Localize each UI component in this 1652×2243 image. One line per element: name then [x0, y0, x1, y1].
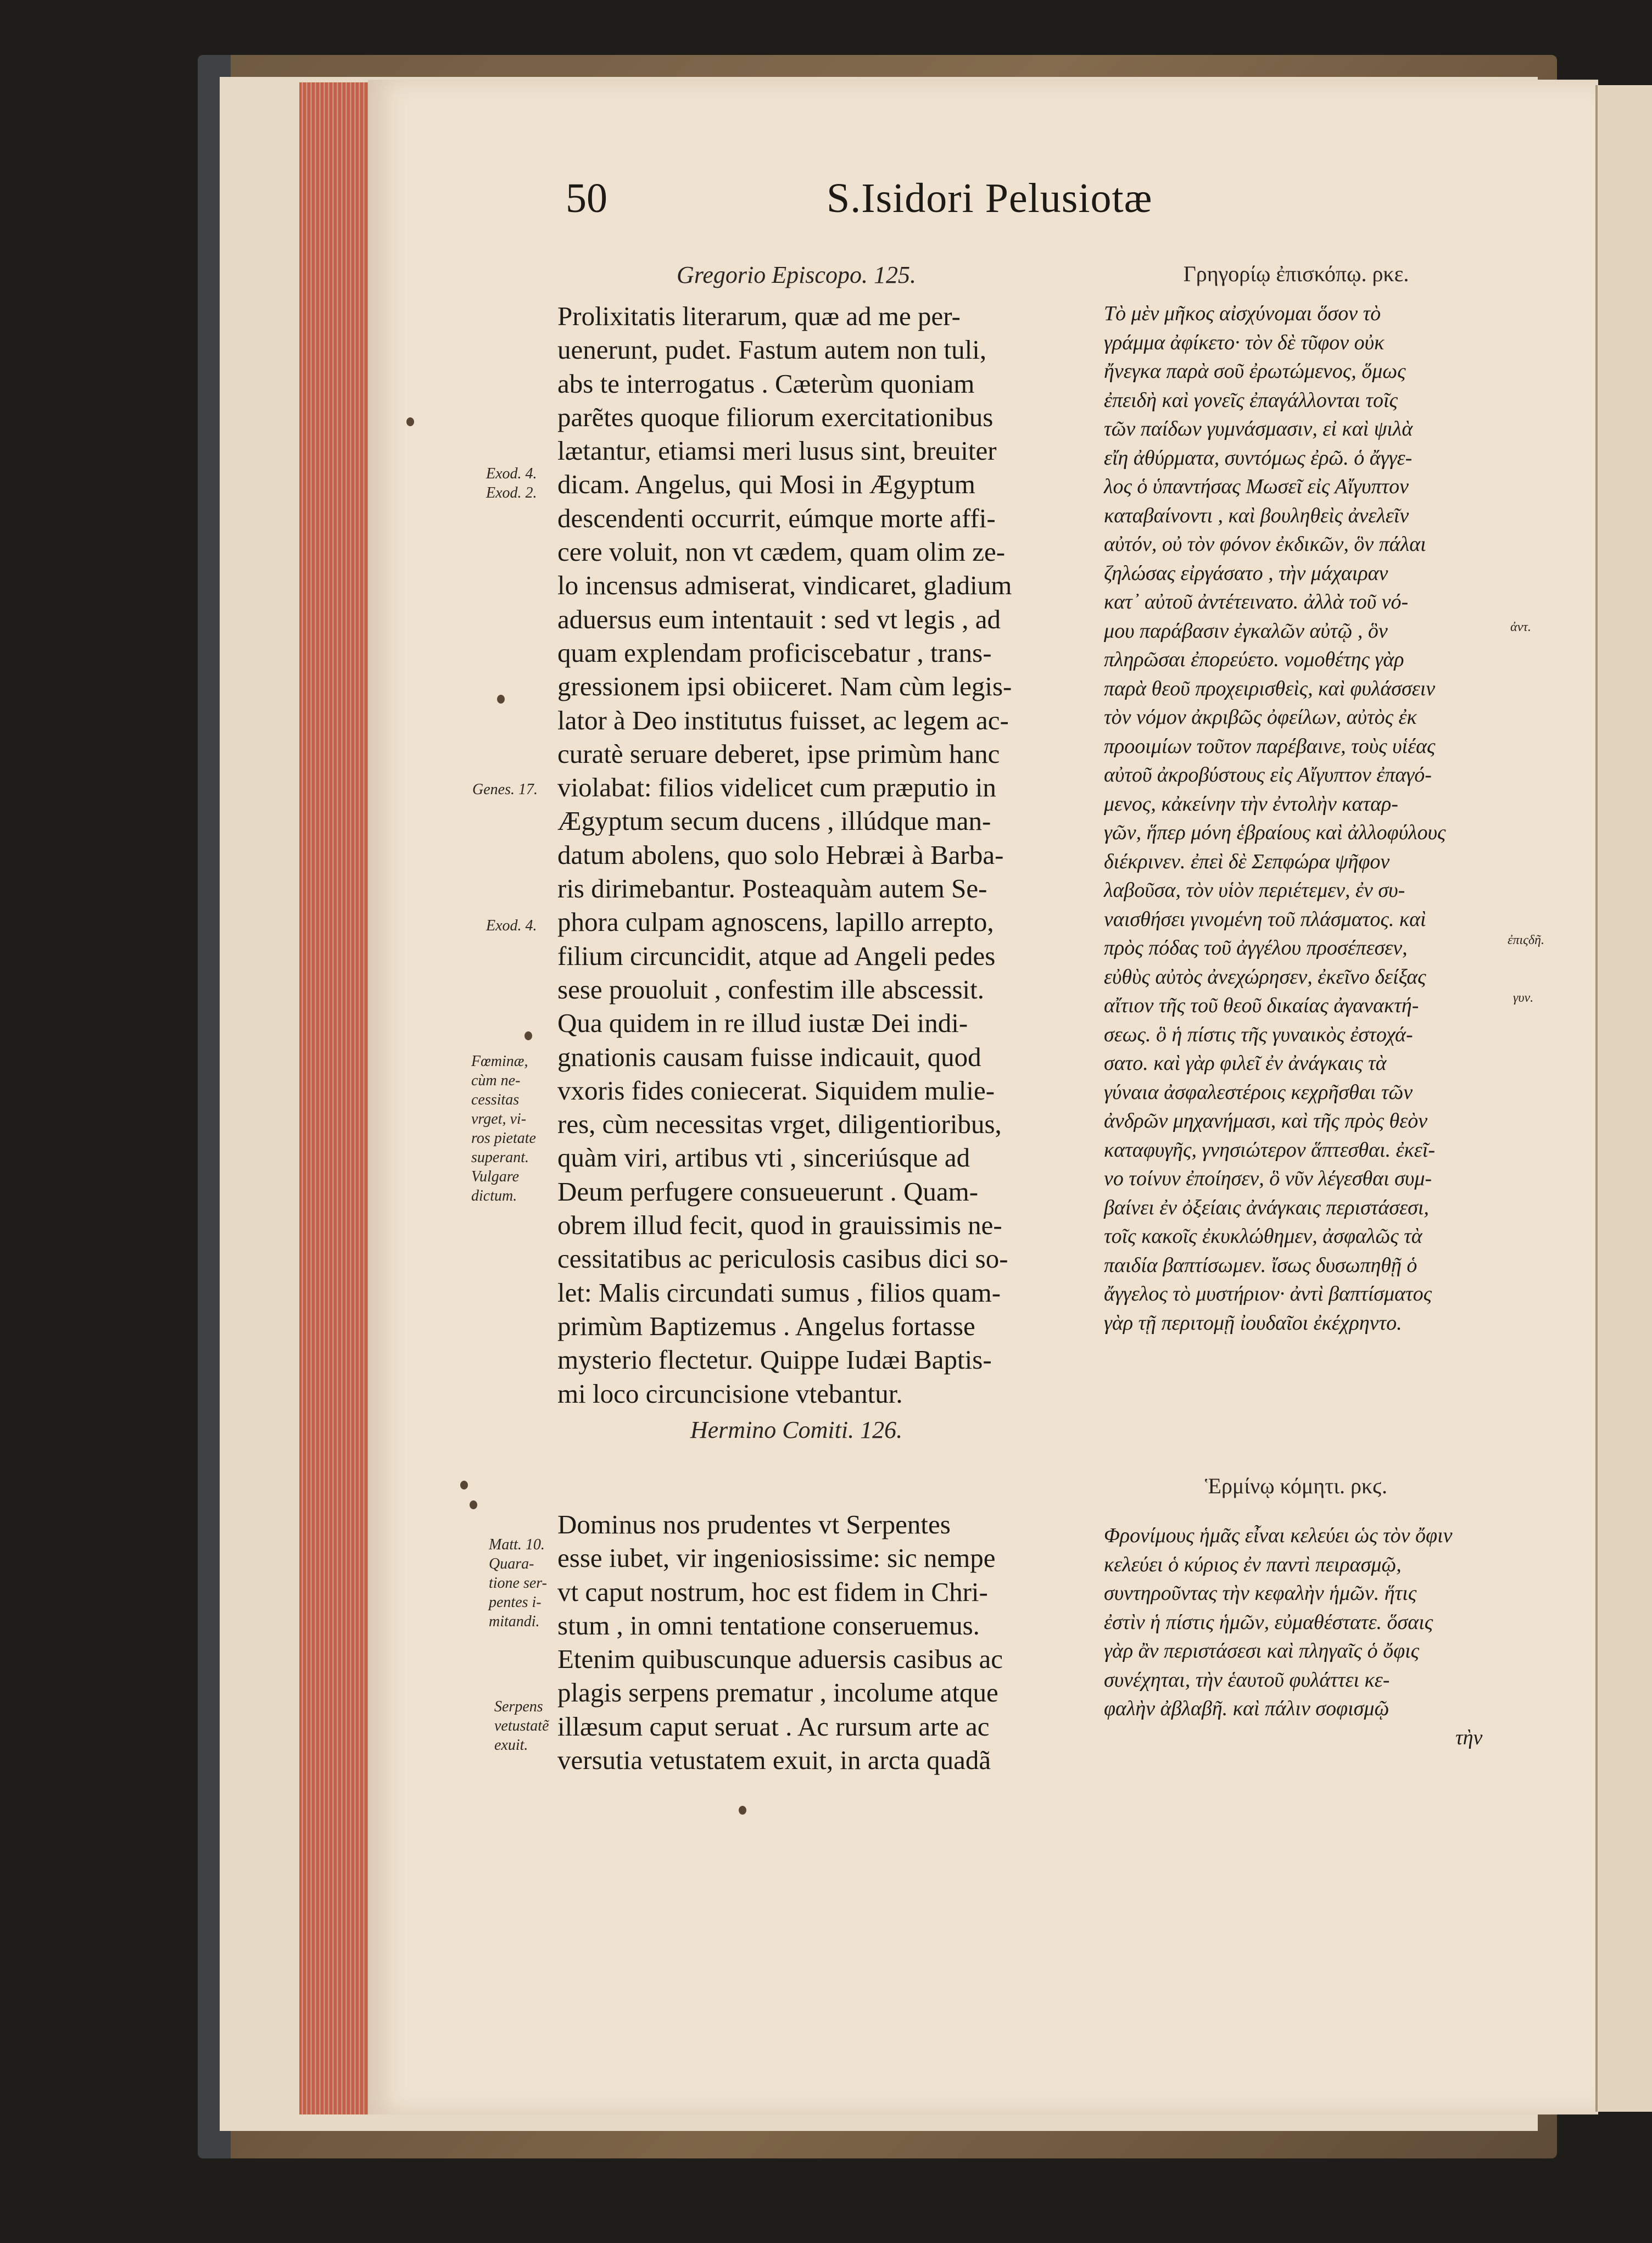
margin-note-line: cùm ne- — [471, 1072, 521, 1089]
text-line: let: Malis circundati sumus , filios quam- — [557, 1277, 1001, 1308]
text-line: gressionem ipsi obiiceret. Nam cùm legis- — [557, 671, 1012, 702]
page-number: 50 — [566, 175, 607, 221]
text-line: συντηροῦντας τὴν κεφαλὴν ἡμῶν. ἥτις — [1104, 1582, 1417, 1605]
margin-note-line: vrget, vi- — [471, 1111, 527, 1128]
text-line: αὐτόν, οὐ τὸν φόνον ἐκδικῶν, ὃν πάλαι — [1104, 533, 1426, 556]
margin-note-greek-3: γυν. — [1513, 991, 1534, 1005]
text-line: πρὸς πόδας τοῦ ἀγγέλου προσέπεσεν, — [1104, 936, 1408, 959]
margin-note-line: Vulgare — [471, 1168, 520, 1185]
text-line: γὰρ τῇ περιτομῇ ἰουδαῖοι ἐκέχρηντο. — [1104, 1311, 1402, 1335]
paper-hole — [406, 417, 414, 426]
text-line: καταφυγῆς, γνησιώτερον ἅπτεσθαι. ἐκεῖ- — [1104, 1138, 1435, 1162]
text-line: ἤνεγκα παρὰ σοῦ ἐρωτώμενος, ὅμως — [1104, 360, 1406, 383]
text-line: τὸν νόμον ἀκριβῶς ὀφείλων, αὐτὸς ἐκ — [1104, 706, 1417, 729]
text-line: μου παράβασιν ἐγκαλῶν αὐτῷ , ὃν — [1104, 619, 1388, 643]
text-line: lator à Deo institutus fuisset, ac legem ac- — [557, 705, 1009, 735]
text-line: ἐστὶν ἡ πίστις ἡμῶν, εὐμαθέστατε. ὅσαις — [1104, 1610, 1433, 1634]
facing-page-edge — [1595, 85, 1652, 2112]
text-line: parẽtes quoque filiorum exercitationibus — [557, 401, 994, 432]
latin-heading-125: Gregorio Episcopo. 125. — [677, 261, 916, 288]
margin-note-exod-4: Exod. 4. — [486, 465, 537, 482]
text-line: res, cùm necessitas vrget, diligentioribus, — [557, 1109, 1002, 1140]
margin-note-line: pentes i- — [489, 1594, 542, 1611]
text-line: lo incensus admiserat, vindicaret, gladium — [557, 570, 1012, 601]
text-line: vt caput nostrum, hoc est fidem in Chri- — [557, 1576, 988, 1607]
paper-hole — [497, 695, 505, 704]
text-line: illæsum caput seruat . Ac rursum arte ac — [557, 1711, 990, 1742]
margin-note-exod-4b: Exod. 4. — [486, 917, 537, 934]
running-head — [549, 175, 1406, 230]
text-line: mysterio flectetur. Quippe Iudæi Baptis- — [557, 1344, 992, 1375]
text-line: γράμμα ἀφίκετο· τὸν δὲ τῦφον οὐκ — [1104, 331, 1385, 354]
text-line: εὐθὺς αὐτὸς ἀνεχώρησεν, ἐκεῖνο δείξας — [1104, 965, 1426, 989]
paper-hole — [739, 1806, 746, 1815]
text-line: προοιμίων τοῦτον παρέβαινε, τοὺς υἱέας — [1104, 734, 1436, 758]
greek-column-126 — [1104, 1521, 1521, 1752]
text-line: Dominus nos prudentes vt Serpentes — [557, 1509, 951, 1539]
text-line: esse iubet, vir ingeniosissime: sic nempe — [557, 1543, 996, 1574]
margin-note-line: Quara- — [489, 1555, 534, 1572]
margin-note-line: Fœminæ, — [471, 1053, 528, 1070]
margin-note-line: mitandi. — [489, 1613, 540, 1630]
margin-note-serpens — [494, 1697, 549, 1755]
margin-note-line: vetustatẽ — [494, 1717, 549, 1734]
text-line: πληρῶσαι ἐπορεύετο. νομοθέτης γὰρ — [1104, 648, 1404, 671]
text-line: τῶν παίδων γυμνάσμασιν, εἰ καὶ ψιλὰ — [1104, 417, 1413, 440]
text-line: mi loco circuncisione vtebantur. — [557, 1378, 903, 1409]
greek-heading-126: Ἑρμίνῳ κόμητι. ρκϛ. — [1205, 1474, 1387, 1498]
text-line: stum , in omni tentatione conseruemus. — [557, 1610, 980, 1641]
margin-note-line: superant. — [471, 1149, 529, 1166]
text-line: ἀνδρῶν μηχανήμασι, καὶ τῆς πρὸς θεὸν — [1104, 1109, 1428, 1132]
paper-hole — [524, 1031, 532, 1040]
text-line: dicam. Angelus, qui Mosi in Ægyptum — [557, 469, 975, 500]
text-line: εἴη ἀθύρματα, συντόμως ἐρῶ. ὁ ἄγγε- — [1104, 446, 1413, 470]
text-line: aduersus eum intentauit : sed vt legis , ad — [557, 604, 1001, 634]
text-line: versutia vetustatem exuit, in arcta quadã — [557, 1745, 991, 1776]
text-line: κελεύει ὁ κύριος ἐν παντὶ πειρασμῷ, — [1104, 1553, 1402, 1576]
paper-hole — [460, 1481, 468, 1489]
latin-heading-126: Hermino Comiti. 126. — [690, 1416, 903, 1443]
text-line: λαβοῦσα, τὸν υἱὸν περιέτεμεν, ἐν συ- — [1104, 879, 1405, 902]
text-line: Ægyptum secum ducens , illúdque man- — [557, 806, 991, 836]
text-line: cere voluit, non vt cædem, quam olim ze- — [557, 537, 1006, 567]
red-page-edges — [299, 82, 376, 2114]
text-line: uenerunt, pudet. Fastum autem non tuli, — [557, 334, 987, 365]
text-line: καταβαίνοντι , καὶ βουληθεὶς ἀνελεῖν — [1104, 504, 1409, 527]
text-line: cessitatibus ac periculosis casibus dici so- — [557, 1243, 1008, 1274]
margin-note-foeminae — [471, 1052, 536, 1206]
text-line: παρὰ θεοῦ προχειρισθεὶς, καὶ φυλάσσειν — [1104, 677, 1436, 700]
margin-note-genes-17: Genes. 17. — [472, 781, 538, 798]
text-line: Τὸ μὲν μῆκος αἰσχύνομαι ὅσον τὸ — [1104, 302, 1381, 325]
text-line: vxoris fides coniecerat. Siquidem mulie- — [557, 1075, 995, 1106]
text-line: αὐτοῦ ἀκροβύστους εἰς Αἴγυπτον ἐπαγό- — [1104, 763, 1432, 786]
text-line: γῶν, ἥπερ μόνη ἑβραίους καὶ ἀλλοφύλους — [1104, 821, 1446, 844]
text-line: phora culpam agnoscens, lapillo arrepto, — [557, 907, 994, 938]
text-line: σατο. καὶ γὰρ φιλεῖ ἐν ἀνάγκαις τὰ — [1104, 1052, 1387, 1075]
text-line: gnationis causam fuisse indicauit, quod — [557, 1041, 981, 1072]
text-line: sese prouoluit , confestim ille abscessit. — [557, 974, 985, 1005]
text-line: Prolixitatis literarum, quæ ad me per- — [557, 301, 961, 331]
margin-note-exod-2: Exod. 2. — [486, 484, 537, 501]
margin-note-line: exuit. — [494, 1737, 528, 1754]
text-line: βαίνει ἐν ὀξείαις ἀνάγκαις περιστάσεσι, — [1104, 1196, 1429, 1219]
text-line: ἐπειδὴ καὶ γονεῖς ἐπαγάλλονται τοῖς — [1104, 388, 1398, 412]
text-line: abs te interrogatus . Cæterùm quoniam — [557, 368, 975, 399]
margin-note-line: cessitas — [471, 1091, 520, 1108]
paper-hole — [470, 1500, 477, 1509]
text-line: Φρονίμους ἡμᾶς εἶναι κελεύει ὡς τὸν ὄφιν — [1104, 1524, 1453, 1547]
margin-note-greek-2: ἐπιςδῆ. — [1508, 933, 1544, 947]
text-line: ἄγγελος τὸ μυστήριον· ἀντὶ βαπτίσματος — [1104, 1282, 1432, 1305]
latin-column-125 — [557, 299, 1060, 1410]
margin-note-line: dictum. — [471, 1187, 517, 1204]
margin-note-line: ros pietate — [471, 1130, 536, 1147]
text-line: μενος, κἀκείνην τὴν ἐντολὴν καταρ- — [1104, 792, 1398, 816]
text-line: παιδία βαπτίσωμεν. ἴσως δυσωπηθῇ ὁ — [1104, 1253, 1417, 1277]
text-line: κατ᾽ αὐτοῦ ἀντέτεινατο. ἀλλὰ τοῦ νό- — [1104, 590, 1409, 613]
margin-note-line: Serpens — [494, 1698, 543, 1715]
text-line: τὴν — [1455, 1726, 1483, 1749]
text-line: γὰρ ἂν περιστάσεσι καὶ πληγαῖς ὁ ὄφις — [1104, 1639, 1420, 1662]
text-line: quàm viri, artibus vti , sinceriúsque ad — [557, 1142, 970, 1173]
text-line: Deum perfugere consueuerunt . Quam- — [557, 1176, 979, 1207]
text-line: descendenti occurrit, eúmque morte affi- — [557, 503, 996, 533]
latin-column-126 — [557, 1508, 1060, 1777]
margin-note-line: Matt. 10. — [489, 1536, 545, 1553]
text-line: filium circuncidit, atque ad Angeli pedes — [557, 940, 996, 971]
margin-note-matt-10 — [489, 1535, 547, 1631]
text-line: plagis serpens prematur , incolume atque — [557, 1677, 998, 1708]
text-line: lætantur, etiamsi meri lusus sint, breuiter — [557, 436, 997, 466]
text-line: διέκρινεν. ἐπεὶ δὲ Σεπφώρα ψῆφον — [1104, 850, 1390, 873]
text-line: ζηλώσας εἰργάσατο , τὴν μάχαιραν — [1104, 561, 1388, 585]
running-title: S.Isidori Pelusiotæ — [827, 175, 1153, 221]
text-line: Etenim quibuscunque aduersis casibus ac — [557, 1644, 1003, 1675]
text-line: ναισθήσει γινομένη τοῦ πλάσματος. καὶ — [1104, 907, 1426, 931]
text-line: datum abolens, quo solo Hebræi à Barba- — [557, 839, 1004, 870]
text-line: αἴτιον τῆς τοῦ θεοῦ δικαίας ἀγανακτή- — [1104, 994, 1419, 1017]
margin-note-line: tione ser- — [489, 1575, 547, 1592]
text-line: primùm Baptizemus . Angelus fortasse — [557, 1310, 975, 1341]
text-line: σεως. ὃ ἡ πίστις τῆς γυναικὸς ἐστοχά- — [1104, 1023, 1413, 1046]
greek-heading-125: Γρηγορίῳ ἐπισκόπῳ. ρκε. — [1183, 261, 1409, 286]
text-line: obrem illud fecit, quod in grauissimis ne- — [557, 1210, 1002, 1241]
margin-note-greek-1: ἀντ. — [1510, 620, 1531, 634]
text-line: νο τοίνυν ἐποίησεν, ὃ νῦν λέγεσθαι συμ- — [1104, 1167, 1432, 1190]
text-line: violabat: filios videlicet cum præputio in — [557, 772, 996, 803]
text-line: συνέχηται, τὴν ἑαυτοῦ φυλάττει κε- — [1104, 1668, 1390, 1692]
text-line: γύναια ἀσφαλεστέροις κεχρῆσθαι τῶν — [1104, 1080, 1413, 1104]
text-line: λος ὁ ὑπαντήσας Μωσεῖ εἰς Αἴγυπτον — [1104, 475, 1409, 498]
text-line: quam explendam proficiscebatur , trans- — [557, 637, 992, 668]
text-line: τοῖς κακοῖς ἐκυκλώθημεν, ἀσφαλῶς τὰ — [1104, 1225, 1422, 1248]
text-line: Qua quidem in re illud iustæ Dei indi- — [557, 1008, 968, 1039]
text-line: φαλὴν ἀβλαβῆ. καὶ πάλιν σοφισμῷ — [1104, 1697, 1389, 1720]
text-line: curatè seruare deberet, ipse primùm hanc — [557, 738, 1000, 769]
text-line: ris dirimebantur. Posteaquàm autem Se- — [557, 873, 987, 904]
greek-column-125 — [1104, 299, 1521, 1337]
